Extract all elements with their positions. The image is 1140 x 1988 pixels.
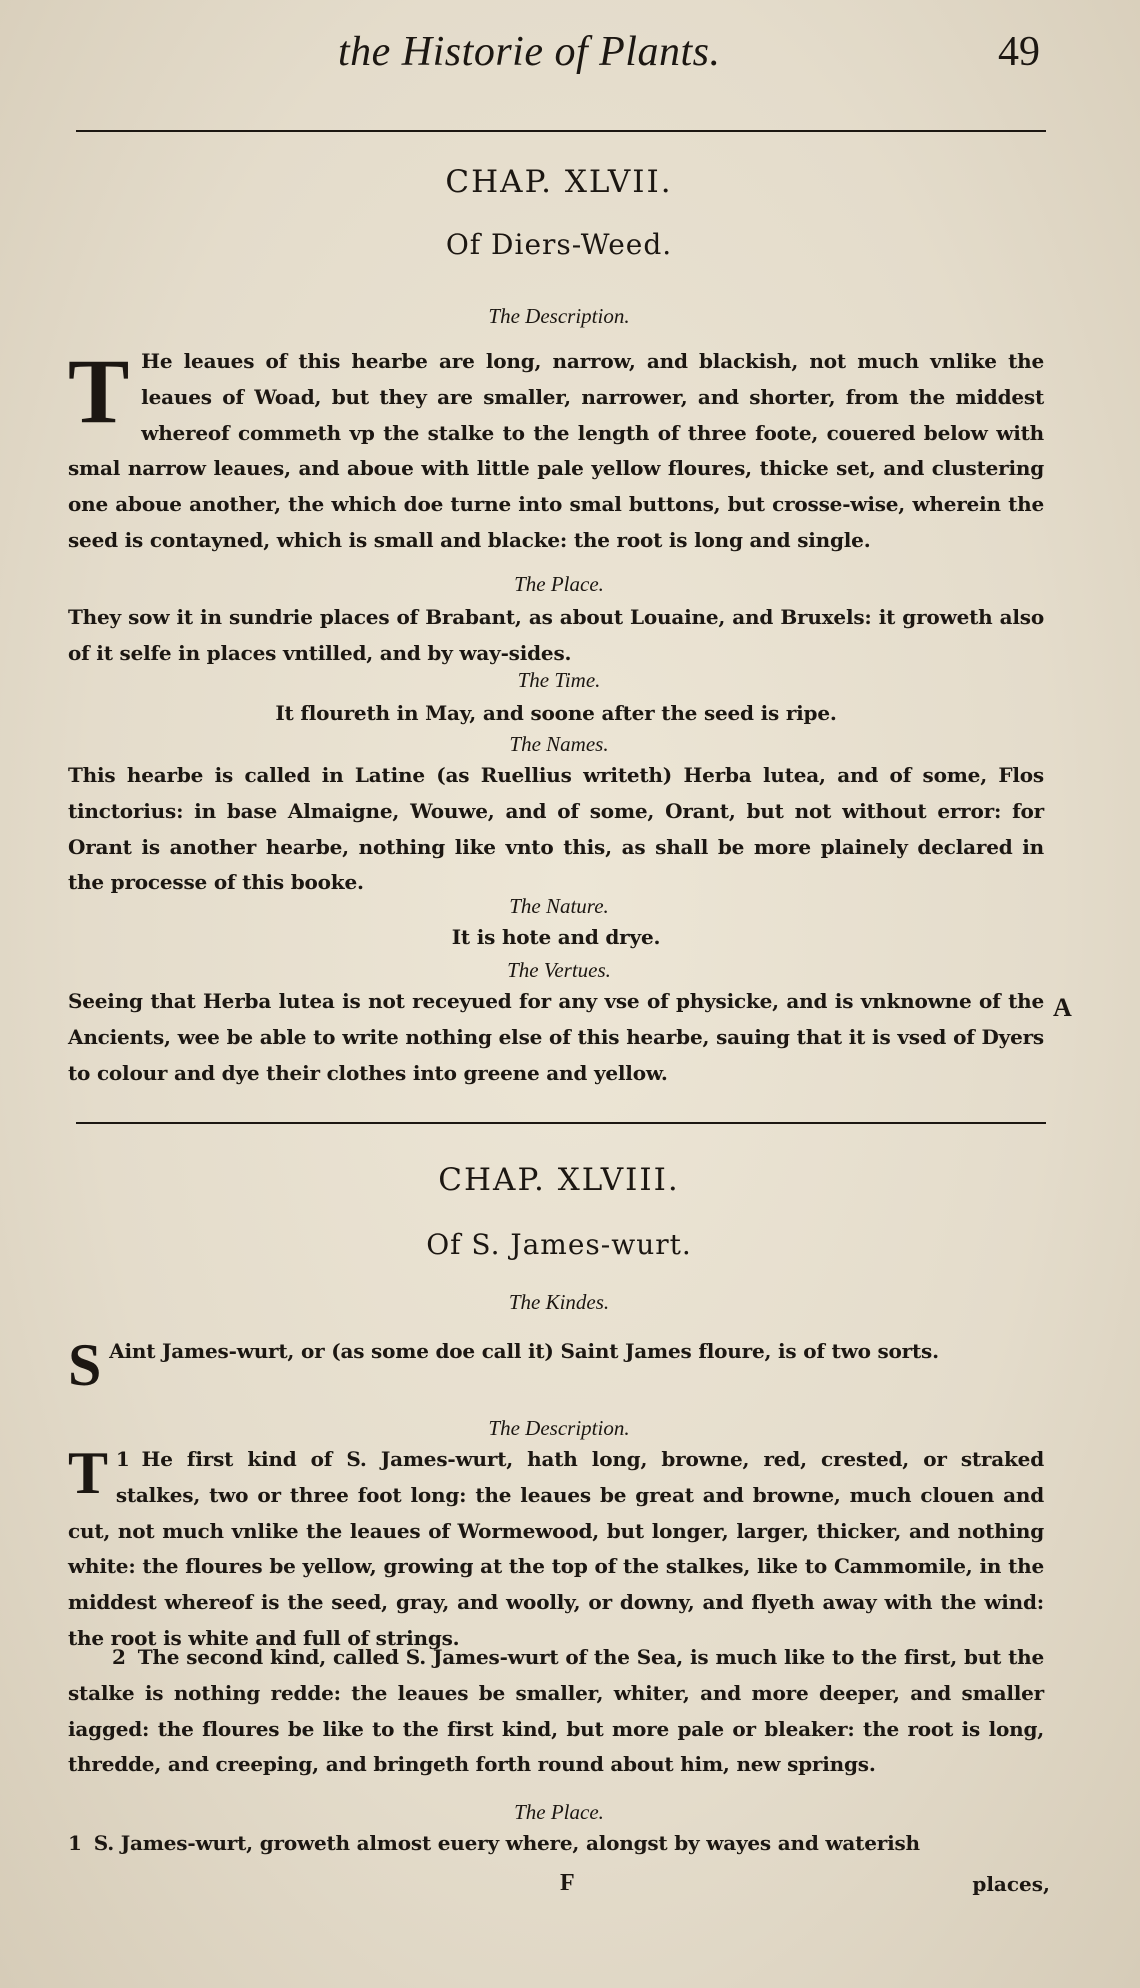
drop-capital: T: [68, 340, 130, 442]
description-paragraph: [68, 340, 1044, 559]
drop-capital: S: [68, 1332, 102, 1398]
section-label-names: The Names.: [509, 732, 609, 756]
item-number: 1: [68, 1831, 82, 1855]
chapter-divider-rule: [76, 1122, 1046, 1124]
section-label-vertues: The Vertues.: [507, 958, 611, 982]
item-2-text: The second kind, called S. James-wurt of the Sea, is much like to the first, but the stalke is nothing redde: the leaues be smaller, whiter, and more deeper, and smaller iagged: the floures be like to the first kind, but more pale or bleaker: the root is long, thredde, and creeping, and bringeth forth round about him, new springs.: [68, 1645, 1044, 1777]
margin-letter: A: [1053, 993, 1072, 1022]
description-item-2: [68, 1640, 1044, 1783]
page-number: 49: [998, 29, 1040, 75]
page-text-block: [68, 0, 1072, 1988]
section-label-description: The Description.: [488, 304, 630, 328]
names-text: This hearbe is called in Latine (as Ruellius writeth) Herba lutea, and of some, Flos tinctorius: in base Almaigne, Wouwe, and of some, Orant, but not without error: for Orant is another hearbe, nothing like vnto this, as shall be more plainely declared in the processe of this booke.: [68, 763, 1044, 895]
drop-capital: T: [68, 1440, 108, 1506]
running-title: the Historie of Plants.: [338, 29, 721, 75]
kindes-paragraph: [68, 1332, 1044, 1398]
item-number: 1: [115, 1447, 130, 1471]
nature-text: It is hote and drye.: [451, 925, 661, 949]
section-label-place: The Place.: [514, 572, 604, 596]
place-text: They sow it in sundrie places of Brabant, as about Louaine, and Bruxels: it groweth also of it selfe in places vntilled, and by way-sides.: [68, 605, 1044, 665]
place-item-1-text: S. James-wurt, groweth almost euery where, alongst by wayes and waterish: [93, 1831, 920, 1855]
chapter-heading: CHAP. XLVII.: [445, 164, 673, 200]
kindes-text: Aint James-wurt, or (as some doe call it) Saint James floure, is of two sorts.: [109, 1339, 939, 1363]
signature-mark: F: [560, 1870, 575, 1896]
chapter-title: Of S. James-wurt.: [426, 1228, 692, 1261]
description-text: He leaues of this hearbe are long, narrow, and blackish, not much vnlike the leaues of Woad, but they are smaller, narrower, and shorter, from the middest whereof commeth vp the stalke to the length of three foote, couered below with smal narrow leaues, and aboue with little pale yellow floures, thicke set, and clustering one aboue another, the which doe turne into smal buttons, but crosse-wise, wherein the seed is contayned, which is small and blacke: the root is long and single.: [68, 349, 1044, 552]
place-item-1: [68, 1826, 1044, 1862]
running-head: [68, 22, 1050, 82]
item-number: 2: [112, 1645, 126, 1669]
section-label-kindes: The Kindes.: [508, 1290, 610, 1314]
description-item-1: [68, 1442, 1044, 1657]
chapter-heading: CHAP. XLVIII.: [438, 1162, 680, 1198]
time-text: It floureth in May, and soone after the seed is ripe.: [275, 701, 837, 725]
section-label-time: The Time.: [517, 668, 601, 692]
section-label-description: The Description.: [488, 1416, 630, 1440]
item-1-text: He first kind of S. James-wurt, hath long, browne, red, crested, or straked stalkes, two or three foot long: the leaues be great and browne, much clouen and cut, not much vnlike the leaues of Wormewood, but longer, larger, thicker, and nothing white: the floures be yellow, growing at the top of the stalkes, like to Cammomile, in the middest whereof is the seed, gray, and woolly, or downy, and flyeth away with the wind: the root is white and full of strings.: [68, 1447, 1044, 1650]
catchword: places,: [972, 1872, 1050, 1896]
vertues-text: Seeing that Herba lutea is not receyued for any vse of physicke, and is vnknowne of the Ancients, wee be able to write nothing else of this hearbe, sauing that it is vsed of Dyers to colour and dye their clothes into greene and yellow.: [68, 989, 1044, 1085]
chapter-title: Of Diers-Weed.: [445, 228, 673, 261]
section-label-nature: The Nature.: [509, 894, 609, 918]
section-label-place: The Place.: [514, 1800, 604, 1824]
header-rule: [76, 130, 1046, 132]
